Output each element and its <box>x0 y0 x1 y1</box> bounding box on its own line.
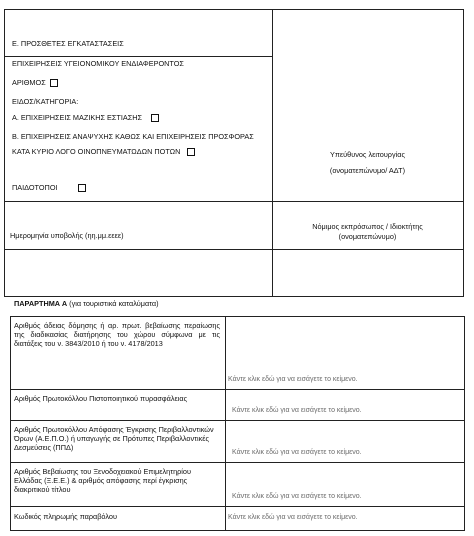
annex-title <box>14 299 159 308</box>
playgrounds-checkbox[interactable] <box>78 184 86 192</box>
annex-row-label: Αριθμός άδειας δόμησης ή αρ. πρωτ. βεβαίωσης περαίωσης της διαδικασίας διατήρησης του χώρου σύμφωνα με τις διατάξεις του ν. 3843/2010 ή του ν. 4178/2013 <box>14 321 220 348</box>
option-a-label: Α. ΕΠΙΧΕΙΡΗΣΕΙΣ ΜΑΖΙΚΗΣ ΕΣΤΙΑΣΗΣ <box>12 113 143 122</box>
annex-row-input[interactable]: Κάντε κλικ εδώ για να εισάγετε το κείμενο. <box>232 407 362 414</box>
number-label: ΑΡΙΘΜΟΣ <box>12 78 46 87</box>
section-e-title: Ε. ΠΡΟΣΘΕΤΕΣ ΕΓΚΑΤΑΣΤΑΣΕΙΣ <box>12 39 124 48</box>
playgrounds-row <box>12 183 86 192</box>
type-category-label: ΕΙΔΟΣ/ΚΑΤΗΓΟΡΙΑ: <box>12 97 79 106</box>
health-interest-title: ΕΠΙΧΕΙΡΗΣΕΙΣ ΥΓΕΙΟΝΟΜΙΚΟΥ ΕΝΔΙΑΦΕΡΟΝΤΟΣ <box>12 59 184 68</box>
option-b-label-line2: ΚΑΤΑ ΚΥΡΙΟ ΛΟΓΟ ΟΙΝΟΠΝΕΥΜΑΤΩΔΩΝ ΠΟΤΩΝ <box>12 147 181 156</box>
option-a-checkbox[interactable] <box>151 114 159 122</box>
option-b-row <box>12 147 195 156</box>
annex-title-bold: ΠΑΡΑΡΤΗΜΑ Α <box>14 299 68 308</box>
annex-row-input[interactable]: Κάντε κλικ εδώ για να εισάγετε το κείμενο. <box>232 449 362 456</box>
annex-row-label: Αριθμός Πρωτοκόλλου Απόφασης Έγκρισης Περιβαλλοντικών Όρων (Α.Ε.Π.Ο.) ή υπαγωγής σε Πρότυπες Περιβαλλοντικές Δεσμεύσεις (ΠΠΔ) <box>14 425 214 452</box>
submission-date-input[interactable] <box>4 250 272 295</box>
option-a-row <box>12 113 159 122</box>
number-checkbox[interactable] <box>50 79 58 87</box>
playgrounds-label: ΠΑΙΔΟΤΟΠΟΙ <box>12 183 58 192</box>
number-row <box>12 78 58 87</box>
annex-row-input[interactable]: Κάντε κλικ εδώ για να εισάγετε το κείμενο. <box>228 376 358 383</box>
option-b-checkbox[interactable] <box>187 148 195 156</box>
annex-row-label: Αριθμός Πρωτοκόλλου Πιστοποιητικού πυρασφάλειας <box>14 394 188 403</box>
legal-rep-sub: (ονοματεπώνυμο) <box>338 232 397 241</box>
option-b-label-line1: Β. ΕΠΙΧΕΙΡΗΣΕΙΣ ΑΝΑΨΥΧΗΣ ΚΑΘΩΣ ΚΑΙ ΕΠΙΧΕΙΡΗΣΕΙΣ ΠΡΟΣΦΟΡΑΣ <box>12 132 254 141</box>
annex-row-input[interactable]: Κάντε κλικ εδώ για να εισάγετε το κείμενο. <box>232 493 362 500</box>
operations-manager-label: Υπεύθυνος λειτουργίας <box>330 150 405 159</box>
operations-manager-sub: (ονοματεπώνυμο/ ΑΔΤ) <box>329 166 406 175</box>
legal-rep-signature-area[interactable] <box>273 250 463 295</box>
annex-title-rest: (για τουριστικά καταλύματα) <box>67 299 159 308</box>
annex-row-label: Κωδικός πληρωμής παραβόλου <box>14 512 117 521</box>
annex-row-input[interactable]: Κάντε κλικ εδώ για να εισάγετε το κείμενο. <box>228 514 358 521</box>
submission-date-label: Ημερομηνία υποβολής (ηη.μμ.εεεε) <box>10 231 124 240</box>
legal-rep-label: Νόμιμος εκπρόσωπος / Ιδιοκτήτης <box>312 222 423 231</box>
annex-row-label: Αριθμός Βεβαίωσης του Ξενοδοχειακού Επιμελητηρίου Ελλάδας (Ξ.Ε.Ε.) & αριθμός απόφασης περί έγκρισης διακριτικού τίτλου <box>14 467 191 494</box>
